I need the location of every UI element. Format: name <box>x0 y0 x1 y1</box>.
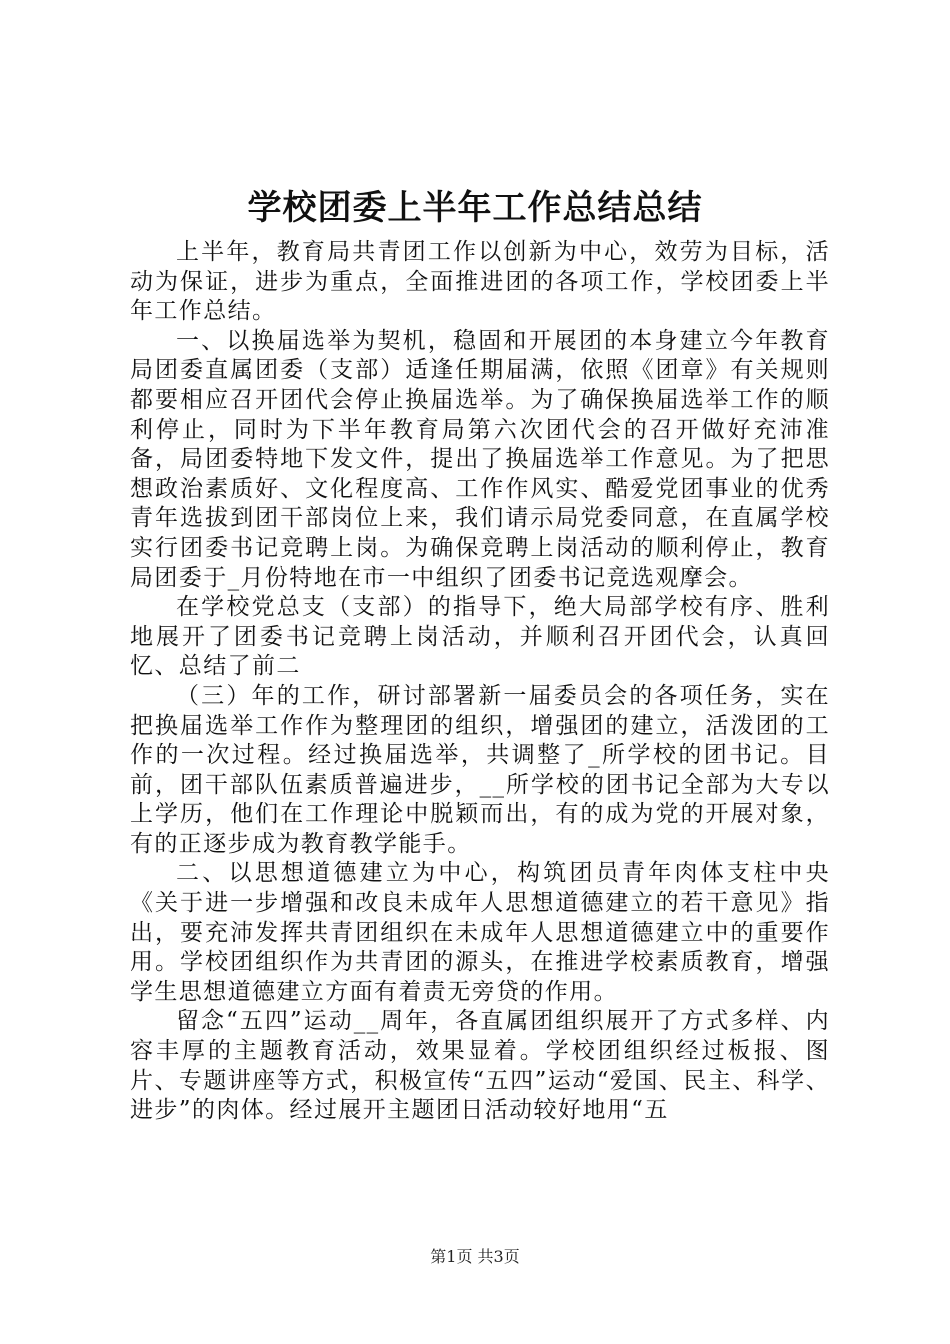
paragraph: （三）年的工作，研讨部署新一届委员会的各项任务，实在把换届选举工作作为整理团的组织，增强团的建立，活泼团的工作的一次过程。经过换届选举，共调整了_所学校的团书记。目前，团干部队伍素质普遍进步，__所学校的团书记全部为大专以上学历，他们在工作理论中脱颖而出，有的成为党的开展对象，有的正逐步成为教育教学能手。 <box>130 682 830 857</box>
paragraph: 二、以思想道德建立为中心，构筑团员青年肉体支柱中央《关于进一步增强和改良未成年人思想道德建立的若干意见》指出，要充沛发挥共青团组织在未成年人思想道德建立中的重要作用。学校团组织作为共青团的源头，在推进学校素质教育，增强学生思想道德建立方面有着责无旁贷的作用。 <box>130 860 830 1005</box>
document-body <box>130 238 830 1126</box>
page-number-footer: 第1页 共3页 <box>430 1247 520 1266</box>
paragraph: 上半年，教育局共青团工作以创新为中心，效劳为目标，活动为保证，进步为重点，全面推进团的各项工作，学校团委上半年工作总结。 <box>130 239 830 325</box>
paragraph: 留念“五四”运动__周年，各直属团组织展开了方式多样、内容丰厚的主题教育活动，效果显着。学校团组织经过板报、图片、专题讲座等方式，积极宣传“五四”运动“爱国、民主、科学、进步”的肉体。经过展开主题团日活动较好地用“五 <box>130 1008 830 1124</box>
paragraph: 在学校党总支（支部）的指导下，绝大局部学校有序、胜利地展开了团委书记竞聘上岗活动，并顺利召开团代会，认真回忆、总结了前二 <box>130 594 830 680</box>
paragraph: 一、以换届选举为契机，稳固和开展团的本身建立今年教育局团委直属团委（支部）适逢任期届满，依照《团章》有关规则都要相应召开团代会停止换届选举。为了确保换届选举工作的顺利停止，同时为下半年教育局第六次团代会的召开做好充沛准备，局团委特地下发文件，提出了换届选举工作意见。为了把思想政治素质好、文化程度高、工作作风实、酷爱党团事业的优秀青年选拔到团干部岗位上来，我们请示局党委同意，在直属学校实行团委书记竞聘上岗。为确保竞聘上岗活动的顺利停止，教育局团委于_月份特地在市一中组织了团委书记竞选观摩会。 <box>130 327 830 591</box>
document-title: 学校团委上半年工作总结总结 <box>247 188 703 228</box>
